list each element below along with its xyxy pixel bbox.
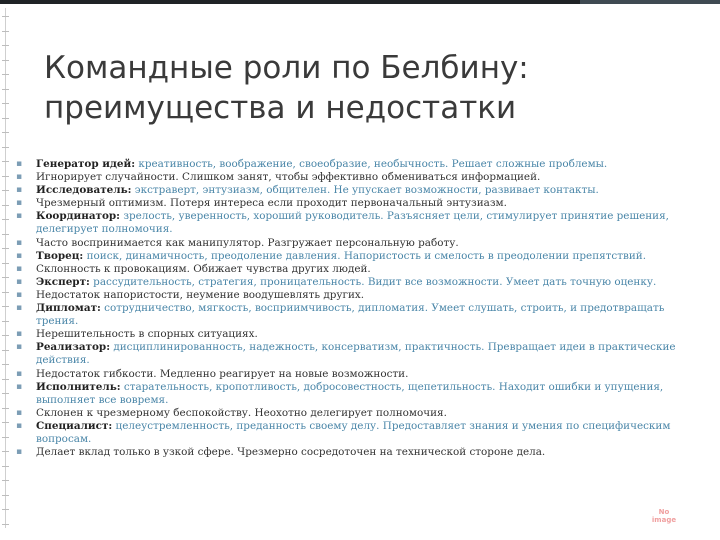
ruler-tick [2,480,9,481]
ruler-tick [2,422,9,423]
ruler-tick [2,219,9,220]
bullet-icon: ▪ [16,159,23,169]
ruler-tick [2,393,9,394]
role-name: Эксперт: [36,275,90,288]
roles-list [16,158,692,459]
role-name: Специалист: [36,419,113,432]
role-strengths-text: целеустремленность, преданность своему делу. Предоставляет знания и умения по специфическим вопросам. [36,419,671,445]
no-image-logo [644,508,684,528]
role-weaknesses-text: Делает вклад только в узкой сфере. Чрезмерно сосредоточен на технической стороне дела. [36,446,546,459]
role-strengths-text: рассудительность, стратегия, проницательность. Видит все возможности. Умеет дать точную оценку. [89,275,657,288]
bullet-icon: ▪ [16,172,23,183]
role-weaknesses-item [16,289,692,302]
role-strengths-text: зрелость, уверенность, хороший руководитель. Разъясняет цели, стимулирует принятие решения, делегирует полномочия. [36,210,669,236]
role-weaknesses-item [16,263,692,276]
ruler-tick [2,190,9,191]
ruler-tick [2,89,9,90]
ruler-tick [2,248,9,249]
role-weaknesses-item [16,446,692,459]
role-weaknesses-text: Чрезмерный оптимизм. Потеря интереса если проходит первоначальный энтузиазм. [36,197,507,210]
role-weaknesses-text: Склонность к провокациям. Обижает чувства других людей. [36,262,371,275]
role-strengths-item [16,210,692,236]
bullet-icon: ▪ [16,407,23,418]
bullet-icon: ▪ [16,368,23,379]
role-name: Творец: [36,249,84,262]
role-name: Исполнитель: [36,380,121,393]
ruler-tick [2,306,9,307]
role-name: Реализатор: [36,341,111,354]
ruler-tick [2,277,9,278]
role-strengths-text: дисциплинированность, надежность, консерватизм, практичность. Превращает идеи в практические действия. [36,341,676,367]
ruler-tick [2,451,9,452]
ruler-tick [2,408,9,409]
ruler-tick [2,103,9,104]
role-weaknesses-item [16,368,692,381]
role-weaknesses-text: Игнорирует случайности. Слишком занят, чтобы эффективно обмениваться информацией. [36,171,541,184]
top-bar-accent [580,0,720,4]
ruler-tick [2,335,9,336]
role-strengths-item [16,381,692,407]
role-weaknesses-item [16,328,692,341]
role-weaknesses-text: Недостаток гибкости. Медленно реагирует на новые возможности. [36,367,409,380]
role-strengths-text: сотрудничество, мягкость, восприимчивость, дипломатия. Умеет слушать, строить, и предотвращать трения. [36,302,665,328]
bullet-icon: ▪ [16,420,23,431]
ruler-tick [2,147,9,148]
role-weaknesses-text: Нерешительность в спорных ситуациях. [36,328,258,341]
ruler-tick [2,292,9,293]
role-strengths-item [16,276,692,289]
role-weaknesses-item [16,171,692,184]
role-weaknesses-text: Часто воспринимается как манипулятор. Разгружает персональную работу. [36,236,459,249]
ruler-tick [2,16,9,17]
role-strengths-text: старательность, кропотливость, добросовестность, щепетильность. Находит ошибки и упущения, выполняет все вовремя. [36,380,664,406]
role-strengths-item [16,420,692,446]
role-name: Координатор: [36,210,121,223]
bullet-icon: ▪ [16,381,23,392]
bullet-icon: ▪ [16,198,23,209]
ruler-tick [2,176,9,177]
ruler-tick [2,45,9,46]
role-strengths-text: экстраверт, энтузиазм, общителен. Не упускает возможности, развивает контакты. [131,184,599,197]
bullet-icon: ▪ [16,329,23,340]
bullet-icon: ▪ [16,237,23,248]
bullet-icon: ▪ [16,263,23,274]
slide-title-line1: Командные роли по Белбину: [44,50,529,86]
bullet-icon: ▪ [16,303,23,314]
ruler-tick [2,495,9,496]
role-strengths-item [16,184,692,197]
logo-line1: No [658,508,670,516]
role-strengths-text: креативность, воображение, своеобразие, необычность. Решает сложные проблемы. [135,158,608,170]
slide-title [44,48,644,128]
bullet-icon: ▪ [16,342,23,353]
role-name: Дипломат: [36,302,101,315]
role-weaknesses-text: Склонен к чрезмерному беспокойству. Неохотно делегирует полномочия. [36,406,447,419]
slide-title-line2: преимущества и недостатки [44,90,517,126]
logo-line2: image [651,516,677,524]
ruler-tick [2,350,9,351]
bullet-icon: ▪ [16,250,23,261]
bullet-icon: ▪ [16,211,23,222]
ruler-tick [2,509,9,510]
ruler-tick [2,524,9,525]
ruler-tick [2,321,9,322]
role-strengths-item [16,250,692,263]
ruler-tick [2,161,9,162]
role-weaknesses-item [16,197,692,210]
ruler-tick [2,118,9,119]
ruler-tick [2,60,9,61]
bullet-icon: ▪ [16,185,23,196]
role-name: Исследователь: [36,184,132,197]
ruler-tick [2,234,9,235]
side-ticks [2,10,10,530]
role-strengths-item [16,302,692,328]
ruler-tick [2,205,9,206]
role-strengths-text: поиск, динамичность, преодоление давления. Напористость и смелость в преодолении препятствий. [83,249,647,262]
role-weaknesses-text: Недостаток напористости, неумение воодушевлять других. [36,288,365,301]
role-name: Генератор идей: [36,158,136,170]
ruler-tick [2,379,9,380]
role-strengths-item [16,158,692,171]
ruler-tick [2,364,9,365]
ruler-tick [2,74,9,75]
ruler-tick [2,437,9,438]
role-weaknesses-item [16,407,692,420]
ruler-tick [2,263,9,264]
role-strengths-item [16,341,692,367]
bullet-icon: ▪ [16,289,23,300]
bullet-icon: ▪ [16,447,23,458]
ruler-tick [2,132,9,133]
bullet-icon: ▪ [16,276,23,287]
role-weaknesses-item [16,237,692,250]
ruler-tick [2,31,9,32]
ruler-tick [2,466,9,467]
